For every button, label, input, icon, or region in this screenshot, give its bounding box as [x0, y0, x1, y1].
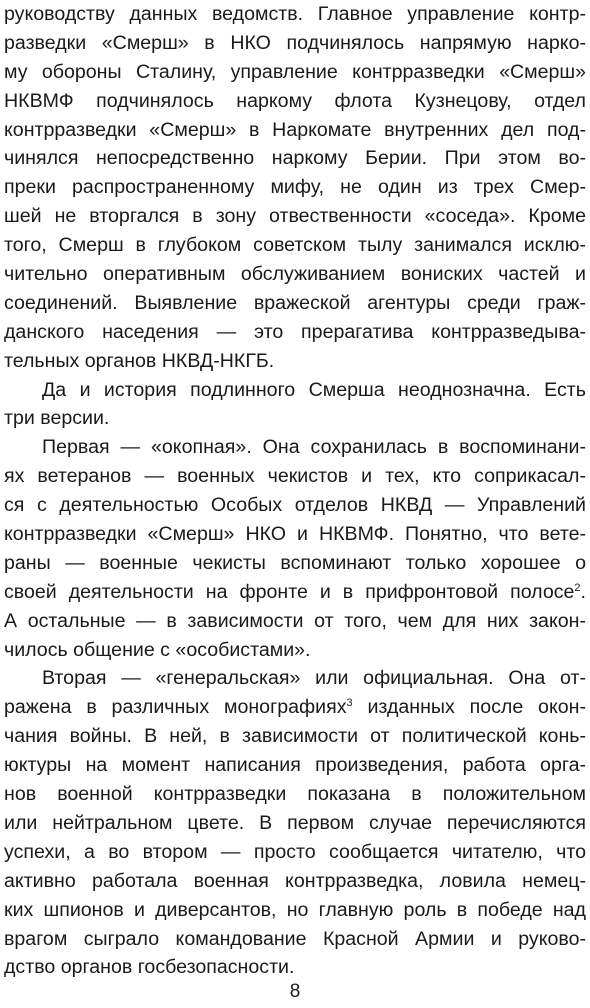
- text-line-content: активно работала военная контрразведка, ловила немец-: [4, 869, 586, 892]
- text-line: [4, 87, 586, 116]
- text-line-content: данского наседения — это прерагатива контрразведыва-: [4, 320, 586, 343]
- text-line: [4, 491, 586, 520]
- text-line-content: контрразведки «Смерш» НКО и НКВМФ. Понятно, что вете-: [4, 523, 586, 546]
- text-line-content: шей не вторгался в зону отвественности «соседа». Кроме: [4, 205, 586, 228]
- text-line-content: чительно оперативным обслуживанием вониских частей и: [4, 263, 586, 286]
- text-line-content: своей деятельности на фронте и в прифронтовой полосе: [4, 580, 575, 603]
- text-line: [4, 607, 586, 636]
- text-line: [4, 867, 586, 896]
- text-line-content: чилось общение с «особистами».: [4, 638, 311, 661]
- text-line: [4, 260, 586, 289]
- text-line-content: руководству данных ведомств. Главное управление контр-: [4, 3, 586, 25]
- text-line-content: тельных органов НКВД-НКГБ.: [4, 349, 275, 372]
- text-line-content: ражена в различных монографиях: [4, 696, 347, 719]
- text-line-content: дство органов госбезопасности.: [4, 956, 295, 979]
- text-line: [4, 376, 586, 405]
- text-line-content: три версии.: [4, 407, 110, 430]
- text-line-content: НКВМФ подчинялось наркому флота Кузнецову, отдел: [4, 89, 586, 112]
- text-line: [4, 925, 586, 954]
- text-line: [4, 693, 586, 722]
- text-line: [4, 231, 586, 260]
- text-line: [4, 462, 586, 491]
- text-line-content: того, Смерш в глубоком советском тылу занимался исклю-: [4, 234, 586, 257]
- text-line-content: ких шпионов и диверсантов, но главную роль в победе над: [4, 898, 586, 921]
- text-line: [4, 58, 586, 87]
- text-line-content: нов военной контрразведки показана в положительном: [4, 783, 586, 806]
- text-line-content: раны — военные чекисты вспоминают только хорошее о: [4, 551, 586, 574]
- text-line: [4, 578, 586, 607]
- text-line: [4, 0, 586, 29]
- text-line: [4, 29, 586, 58]
- text-line-content: А остальные — в зависимости от того, чем для них закон-: [4, 609, 586, 632]
- text-line-content: преки распространенному мифу, не один из трех Смер-: [4, 176, 586, 199]
- page-number: 8: [289, 981, 301, 1002]
- text-line-content: контрразведки «Смерш» в Наркомате внутренних дел под-: [4, 118, 586, 141]
- text-line-content: Вторая — «генеральская» или официальная. Она от-: [42, 667, 586, 690]
- text-line-content: успехи, а во втором — просто сообщается читателю, что: [4, 840, 586, 863]
- footnote-marker: 3: [346, 697, 353, 710]
- text-line: [4, 404, 586, 433]
- text-line-content: ях ветеранов — военных чекистов и тех, кто соприкасал-: [4, 465, 586, 488]
- footnote-marker: 2: [574, 581, 581, 594]
- text-line: [4, 896, 586, 925]
- text-line: [4, 549, 586, 578]
- text-line-content: юктуры на момент написания произведения, работа орга-: [4, 754, 586, 777]
- text-line-content: или нейтральном цвете. В первом случае перечисляются: [4, 811, 586, 834]
- text-line: [4, 116, 586, 145]
- text-line-content: чинялся непосредственно наркому Берии. При этом во-: [4, 147, 586, 170]
- text-line: [4, 809, 586, 838]
- text-line-content: ся с деятельностью Особых отделов НКВД — Управлений: [4, 494, 586, 517]
- text-line: [4, 318, 586, 347]
- text-line: [4, 433, 586, 462]
- text-line-tail: изданных после окон-: [352, 696, 586, 719]
- text-line: [4, 780, 586, 809]
- text-line-tail: .: [580, 580, 586, 603]
- text-line: [4, 838, 586, 867]
- text-line-content: врагом сыграло командование Красной Армии и руково-: [4, 927, 586, 950]
- text-line: [4, 664, 586, 693]
- text-line-content: Да и история подлинного Смерша неоднозначна. Есть: [42, 378, 586, 401]
- text-line: [4, 144, 586, 173]
- text-line: [4, 347, 586, 376]
- text-line: [4, 722, 586, 751]
- text-line: [4, 520, 586, 549]
- text-line-content: Первая — «окопная». Она сохранилась в воспоминани-: [42, 436, 586, 459]
- text-line-content: соединений. Выявление вражеской агентуры среди граж-: [4, 291, 586, 314]
- book-page-text: [4, 0, 586, 982]
- text-line: [4, 173, 586, 202]
- text-line-content: разведки «Смерш» в НКО подчинялось напрямую нарко-: [4, 31, 586, 54]
- text-line: [4, 636, 586, 665]
- text-line-content: му обороны Сталину, управление контрразведки «Смерш»: [4, 60, 586, 83]
- text-line: [4, 953, 586, 982]
- text-line: [4, 751, 586, 780]
- text-line: [4, 202, 586, 231]
- text-line: [4, 289, 586, 318]
- text-line-content: чания войны. В ней, в зависимости от политической конь-: [4, 725, 586, 748]
